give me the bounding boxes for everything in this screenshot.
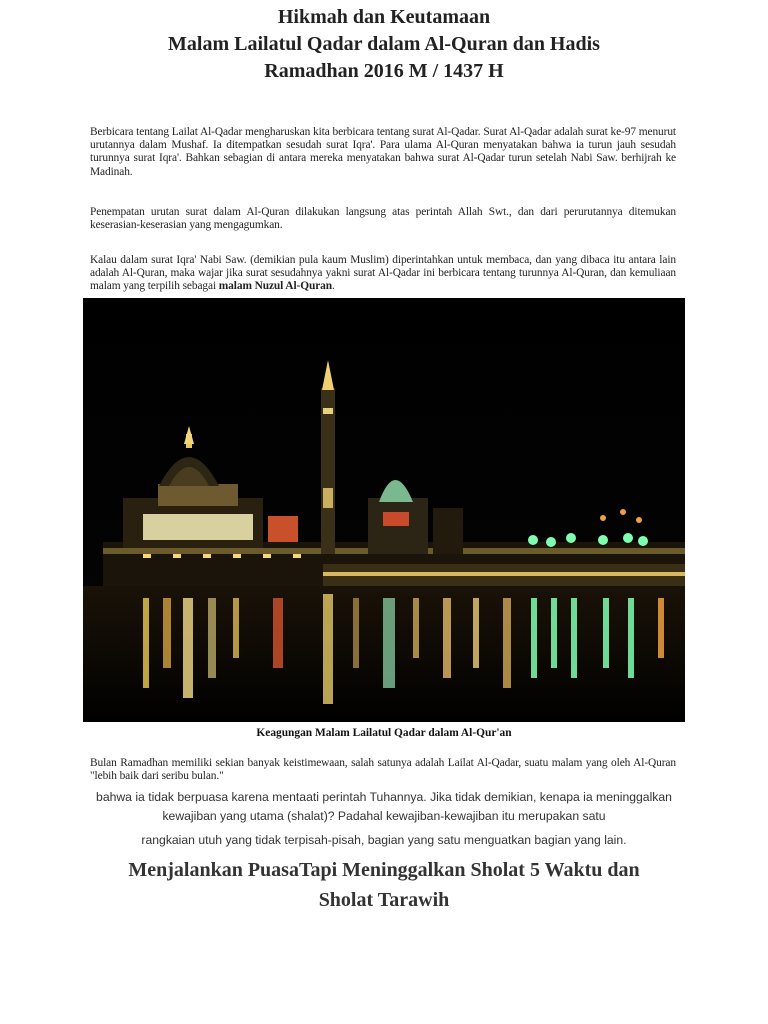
title-line-1: Hikmah dan Keutamaan xyxy=(277,6,491,28)
paragraph-surat-iqra-text: Kalau dalam surat Iqra' Nabi Saw. (demikian pula kaum Muslim) diperintahkan untuk membaca, dan yang dibaca itu antara lain adalah Al-Quran, maka wajar jika surat sesudahnya yakni surat Al-Qadar ini berbicara tentang turunnya Al-Quran, dan kemuliaan malam yang terpilih sebagai xyxy=(90,254,676,293)
mosque-night-photo xyxy=(83,298,685,722)
paragraph-surat-iqra-end: . xyxy=(331,280,335,293)
heading-line-1: Menjalankan PuasaTapi Meninggalkan Sholat 5 Waktu dan xyxy=(128,859,640,881)
bold-nuzul-quran: malam Nuzul Al-Quran xyxy=(218,280,332,293)
sans-text-block-2: rangkaian utuh yang tidak terpisah-pisah, bagian yang satu menguatkan bagian yang lain. xyxy=(141,833,627,847)
paragraph-surat-iqra xyxy=(90,254,676,294)
title-line-3: Ramadhan 2016 M / 1437 H xyxy=(264,60,504,82)
title-line-2: Malam Lailatul Qadar dalam Al-Quran dan Hadis xyxy=(168,33,600,55)
paragraph-bulan-ramadhan: Bulan Ramadhan memiliki sekian banyak keistimewaan, salah satunya adalah Lailat Al-Qadar, suatu malam yang oleh Al-Quran "lebih baik dari seribu bulan." xyxy=(90,757,676,783)
document-title xyxy=(0,4,768,85)
mosque-illustration xyxy=(83,298,685,722)
paragraph-surat-al-qadar: Berbicara tentang Lailat Al-Qadar mengharuskan kita berbicara tentang surat Al-Qadar. Surat Al-Qadar adalah surat ke-97 menurut urutannya dalam Mushaf. Ia ditempatkan sesudah surat Iqra'. Para ulama Al-Quran menyatakan bahwa ia turun jauh sesudah turunnya surat Iqra'. Bahkan sebagian di antara mereka menyatakan bahwa surat Al-Qadar turun setelah Nabi Saw. berhijrah ke Madinah. xyxy=(90,126,676,178)
photo-caption: Keagungan Malam Lailatul Qadar dalam Al-Qur'an xyxy=(256,727,512,739)
heading-line-2: Sholat Tarawih xyxy=(318,889,450,911)
section-heading xyxy=(0,855,768,915)
paragraph-urutan-surat: Penempatan urutan surat dalam Al-Quran dilakukan langsung atas perintah Allah Swt., dan dari perurutannya ditemukan keserasian-keserasian yang mengagumkan. xyxy=(90,206,676,232)
sans-text-block-1: bahwa ia tidak berpuasa karena mentaati perintah Tuhannya. Jika tidak demikian, kenapa ia meninggalkan kewajiban yang utama (shalat)? Padahal kewajiban-kewajiban itu merupakan satu xyxy=(96,790,672,823)
